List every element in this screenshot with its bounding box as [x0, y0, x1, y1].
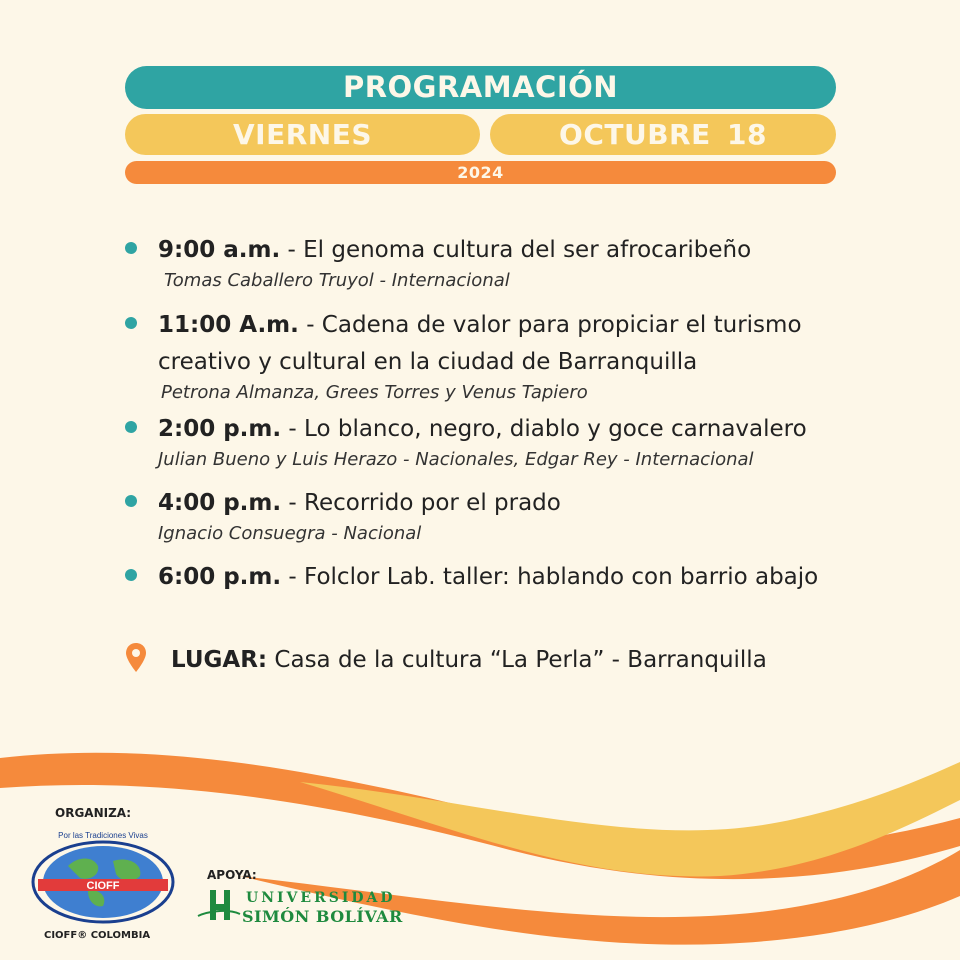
- schedule-time: 11:00 A.m.: [158, 312, 299, 338]
- schedule-item: [125, 411, 895, 472]
- cioff-tagline: Por las Tradiciones Vivas: [58, 831, 148, 840]
- schedule-title: - Cadena de valor para propiciar el turismo creativo y cultural en la ciudad de Barranquilla: [158, 312, 802, 375]
- venue-line: [125, 642, 905, 679]
- schedule-time: 9:00 a.m.: [158, 237, 281, 263]
- university-logo: [196, 886, 416, 930]
- schedule-item: [125, 307, 895, 405]
- schedule-time: 2:00 p.m.: [158, 416, 282, 442]
- schedule-item: [125, 232, 895, 293]
- schedule-speakers: Ignacio Consuegra - Nacional: [158, 523, 422, 544]
- bullet-icon: [125, 569, 137, 581]
- venue-text: Casa de la cultura “La Perla” - Barranquilla: [267, 647, 767, 673]
- cioff-caption: CIOFF® COLOMBIA: [44, 930, 151, 941]
- schedule-time: 6:00 p.m.: [158, 564, 282, 590]
- bullet-icon: [125, 242, 137, 254]
- bullet-icon: [125, 421, 137, 433]
- year-banner: 2024: [125, 161, 836, 184]
- university-name-line2: SIMÓN BOLÍVAR: [242, 907, 403, 926]
- university-name-line1: UNIVERSIDAD: [246, 890, 396, 906]
- bullet-icon: [125, 317, 137, 329]
- schedule-item: [125, 485, 895, 546]
- venue-label: LUGAR:: [171, 647, 268, 673]
- map-pin-icon: [125, 642, 147, 674]
- schedule-speakers: Julian Bueno y Luis Herazo - Nacionales, Edgar Rey - Internacional: [158, 449, 754, 470]
- bullet-icon: [125, 495, 137, 507]
- cioff-logo: [28, 826, 178, 928]
- schedule-title: - El genoma cultura del ser afrocaribeño: [280, 237, 752, 263]
- schedule-title: - Lo blanco, negro, diablo y goce carnavalero: [281, 416, 807, 442]
- schedule-speakers: Tomas Caballero Truyol - Internacional: [164, 270, 510, 291]
- apoya-label: APOYA:: [207, 868, 257, 882]
- schedule-title: - Recorrido por el prado: [281, 490, 561, 516]
- schedule-item: [125, 559, 895, 596]
- title-banner: PROGRAMACIÓN: [125, 66, 836, 109]
- organiza-label: ORGANIZA:: [55, 806, 132, 820]
- day-banner: VIERNES: [125, 114, 480, 155]
- schedule-time: 4:00 p.m.: [158, 490, 282, 516]
- university-emblem-icon: [196, 886, 242, 926]
- schedule-speakers: Petrona Almanza, Grees Torres y Venus Tapiero: [161, 382, 588, 403]
- cioff-logo-text: CIOFF: [86, 880, 120, 892]
- date-banner: OCTUBRE 18: [490, 114, 836, 155]
- schedule-title: - Folclor Lab. taller: hablando con barrio abajo: [281, 564, 819, 590]
